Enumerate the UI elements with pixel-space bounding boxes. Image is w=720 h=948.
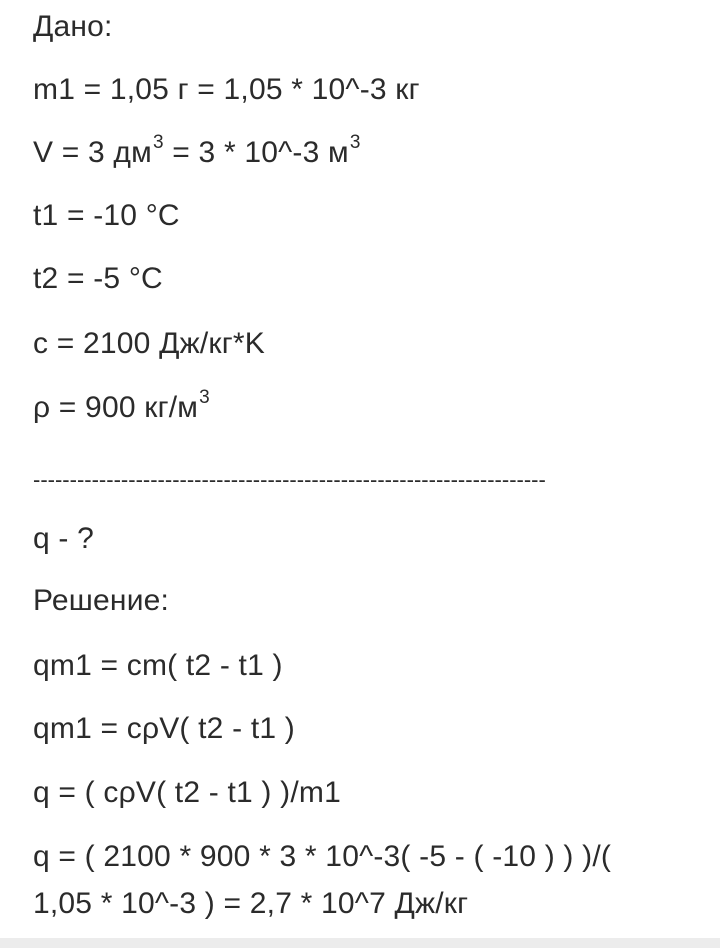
solution-step-2: qm1 = cρV( t2 - t1 ) [33, 712, 295, 745]
t1-given-line: t1 = -10 °C [33, 199, 180, 232]
volume-text-part1: V = 3 дм [33, 136, 152, 169]
heat-capacity-given-line: c = 2100 Дж/кг*K [33, 327, 265, 360]
volume-exponent-2: 3 [349, 132, 361, 153]
bottom-edge-bar [0, 938, 720, 948]
solution-heading: Решение: [33, 584, 170, 617]
find-question-line: q - ? [33, 522, 95, 555]
given-heading: Дано: [33, 10, 113, 43]
volume-given-line [33, 132, 361, 175]
t2-given-line: t2 = -5 °C [33, 262, 163, 295]
solution-step-3: q = ( cρV( t2 - t1 ) )/m1 [33, 776, 341, 809]
solution-step-4-line-1: q = ( 2100 * 900 * 3 * 10^-3( -5 - ( -10 ) ) )/( [33, 840, 612, 873]
solution-step-1: qm1 = cm( t2 - t1 ) [33, 649, 283, 682]
density-exponent: 3 [199, 387, 210, 408]
solution-step-4-line-2: 1,05 * 10^-3 ) = 2,7 * 10^7 Дж/кг [33, 887, 469, 920]
density-given-line [33, 387, 210, 430]
volume-text-part2: = 3 * 10^-3 м [163, 136, 349, 169]
mass-given-line: m1 = 1,05 г = 1,05 * 10^-3 кг [33, 73, 420, 106]
density-text: ρ = 900 кг/м [33, 391, 199, 424]
volume-exponent-1: 3 [152, 132, 164, 153]
section-divider: ---------------------------------------------------------------------- [33, 470, 546, 490]
